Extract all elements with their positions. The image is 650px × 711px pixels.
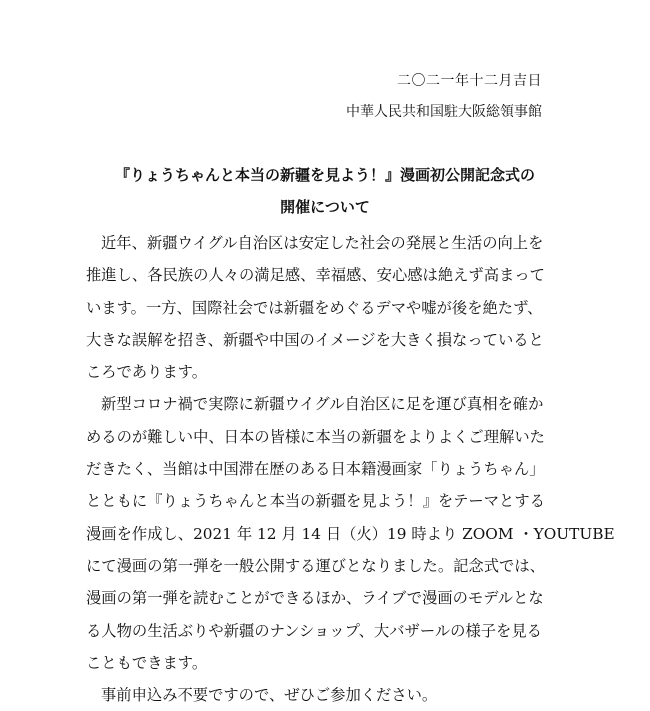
issuer-name: 中華人民共和国駐大阪総領事館 — [346, 104, 542, 120]
document-date: 二〇二一年十二月吉日 — [397, 73, 542, 89]
body-line: 漫画の第一弾を読むことができるほか、ライブで漫画のモデルとな — [86, 589, 544, 608]
body-line: とともに『りょうちゃんと本当の新疆を見よう！』をテーマとする — [86, 492, 545, 511]
body-line: にて漫画の第一弾を一般公開する運びとなりました。記念式では、 — [86, 556, 545, 575]
body-line: 近年、新疆ウイグル自治区は安定した社会の発展と生活の向上を — [101, 234, 544, 252]
body-line: 大きな誤解を招き、新疆や中国のイメージを大きく損なっていると — [86, 330, 544, 349]
document-title-line-1: 『りょうちゃんと本当の新疆を見よう！』漫画初公開記念式の — [114, 166, 535, 184]
body-line: る人物の生活ぶりや新疆のナンショップ、大バザールの様子を見る — [86, 621, 542, 640]
body-line: ころであります。 — [86, 363, 207, 382]
body-line: 漫画を作成し、2021 年 12 月 14 日（火）19 時より ZOOM ・YOUTUBE — [86, 524, 615, 543]
body-line: 事前申込み不要ですので、ぜひご参加ください。 — [101, 686, 438, 705]
body-line: こともできます。 — [86, 653, 208, 672]
body-line: だきたく、当館は中国滞在歴のある日本籍漫画家「りょうちゃん」 — [86, 460, 545, 479]
body-line: めるのが難しい中、日本の皆様に本当の新疆をよりよくご理解いた — [86, 427, 545, 446]
body-line: 新型コロナ禍で実際に新疆ウイグル自治区に足を運び真相を確か — [101, 395, 544, 414]
document-title-line-2: 開催について — [280, 198, 370, 216]
body-line: 推進し、各民族の人々の満足感、幸福感、安心感は絶えず高まって — [86, 266, 545, 285]
body-line: います。一方、国際社会では新疆をめぐるデマや嘘が後を絶たず、 — [86, 298, 543, 317]
document-body — [86, 227, 615, 711]
